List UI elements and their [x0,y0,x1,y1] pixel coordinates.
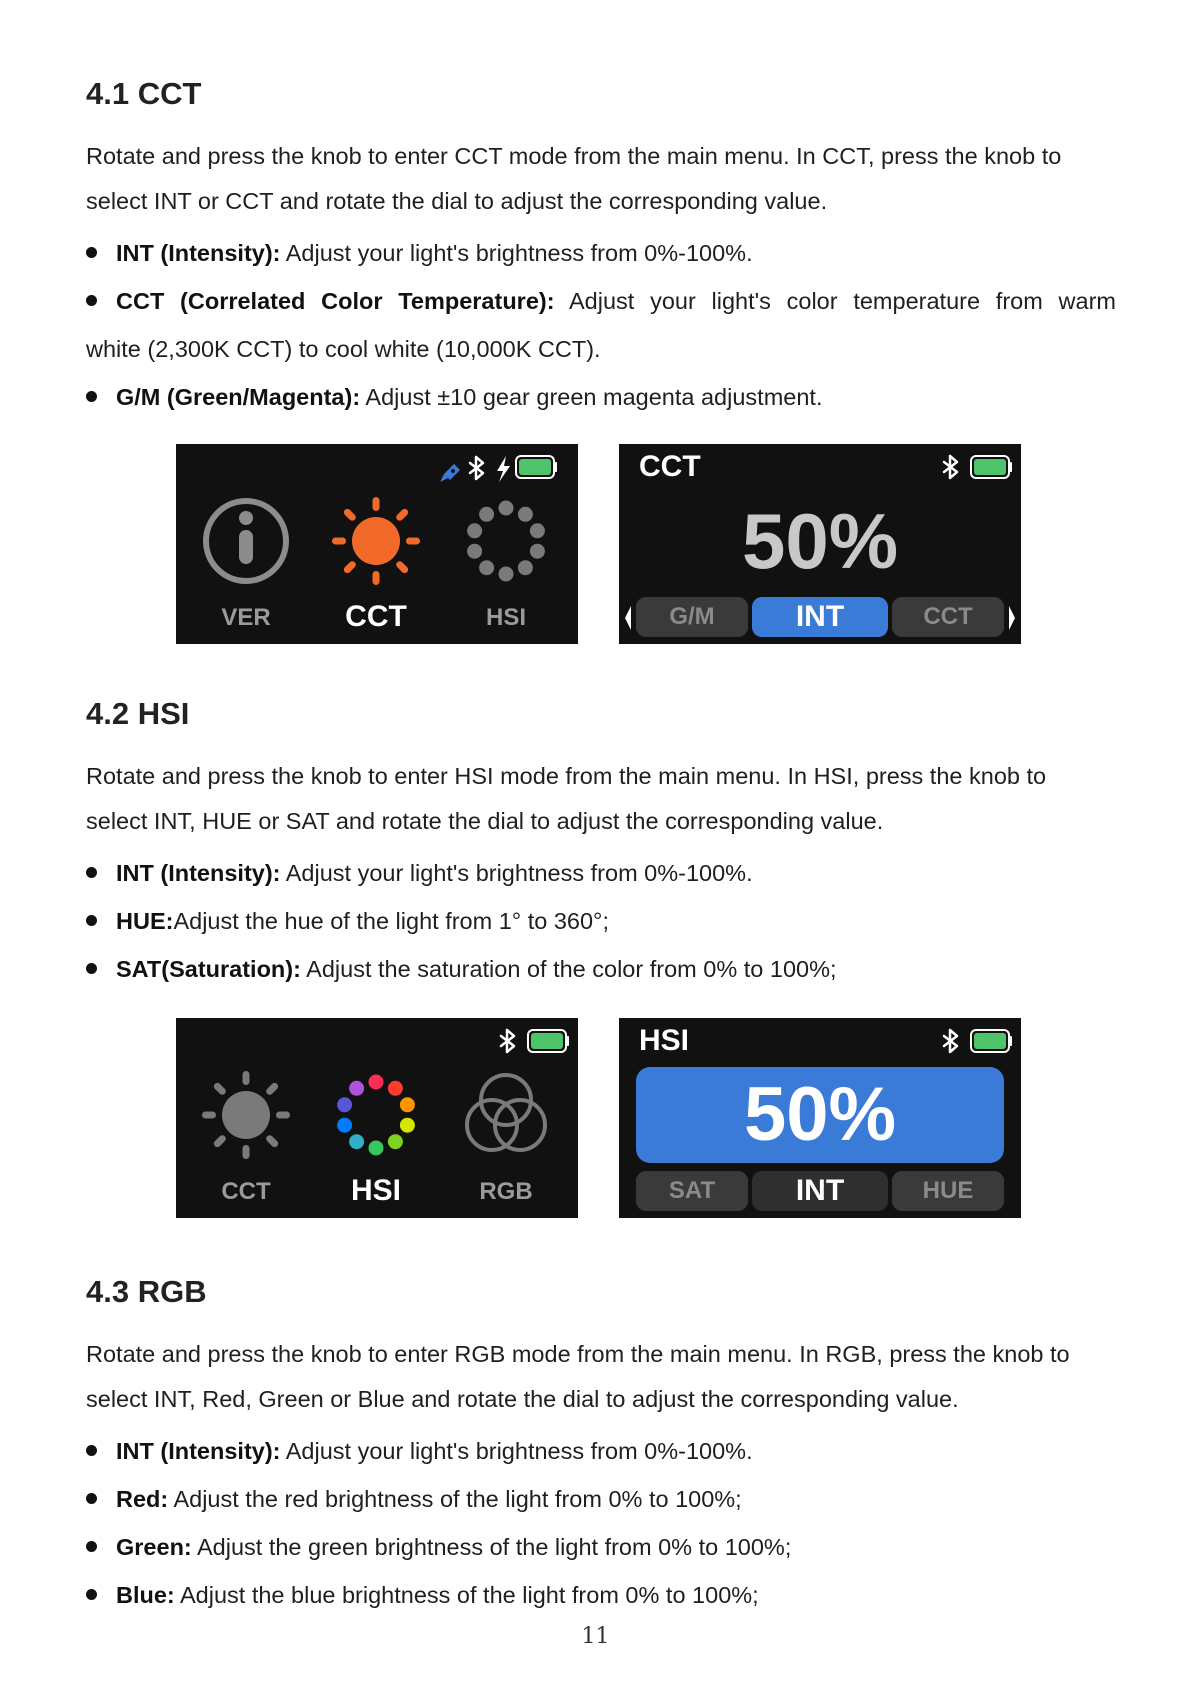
bullet-dot [86,391,97,402]
screen-hsi-menu [176,1018,578,1218]
tab-sat: SAT [636,1171,748,1211]
bullet-item: CCT (Correlated Color Temperature): Adjust your light's color temperature from warm [86,286,1116,316]
screen-hsi-value [619,1018,1021,1218]
screen-cct-value [619,444,1021,644]
screen-cct-menu [176,444,578,644]
screen-title: CCT [639,450,701,483]
bullet-item: Blue: Adjust the blue brightness of the light from 0% to 100%; [86,1580,1116,1610]
bullet-dot [86,1445,97,1456]
bullet-dot [86,295,97,306]
menu-label-hsi: HSI [485,604,526,631]
menu-label-cct: CCT [221,1178,271,1205]
paragraph-line: Rotate and press the knob to enter HSI mode from the main menu. In HSI, press the knob to [86,763,1047,789]
menu-label-hsi: HSI [350,1174,401,1207]
value-readout: 50% [636,1067,1004,1163]
bullet-continuation: white (2,300K CCT) to cool white (10,000K CCT). [86,336,601,362]
hsi-ring-icon [467,501,545,582]
paragraph-line: Rotate and press the knob to enter CCT mode from the main menu. In CCT, press the knob to [86,143,1062,169]
battery-icon [971,456,1012,478]
bullet-dot [86,247,97,258]
tab-hue: HUE [892,1171,1004,1211]
paragraph-line: select INT, HUE or SAT and rotate the dial to adjust the corresponding value. [86,808,884,834]
info-icon [206,501,286,581]
value-readout: 50% [741,497,899,585]
arrow-right-icon [1009,606,1015,630]
bullet-dot [86,867,97,878]
bullet-dot [86,963,97,974]
paragraph-line: select INT or CCT and rotate the dial to adjust the corresponding value. [86,188,828,214]
sun-icon [332,497,420,585]
paragraph-line: select INT, Red, Green or Blue and rotate the dial to adjust the corresponding value. [86,1386,959,1412]
screen-title: HSI [639,1024,690,1057]
menu-label-cct: CCT [345,600,407,633]
bluetooth-icon [944,456,957,478]
color-wheel-icon [337,1075,415,1156]
menu-label-ver: VER [221,604,271,631]
bullet-item: SAT(Saturation): Adjust the saturation of the color from 0% to 100%; [86,954,1116,984]
bullet-dot [86,1541,97,1552]
bullet-item: Green: Adjust the green brightness of the light from 0% to 100%; [86,1532,1116,1562]
bullet-dot [86,915,97,926]
bullet-item: HUE:Adjust the hue of the light from 1° to 360°; [86,906,1116,936]
section-heading-cct: 4.1 CCT [86,76,202,111]
bullet-dot [86,1493,97,1504]
rgb-circles-icon [467,1075,545,1150]
bluetooth-icon [501,1030,514,1052]
tab-int: INT [752,597,888,637]
tab-gm: G/M [636,597,748,637]
battery-icon [528,1030,569,1052]
bullet-item: INT (Intensity): Adjust your light's brightness from 0%-100%. [86,858,1116,888]
sun-grey-icon [202,1071,290,1159]
bluetooth-icon [470,457,483,479]
battery-icon [971,1030,1012,1052]
charging-bolt-icon [497,456,510,482]
section-heading-hsi: 4.2 HSI [86,696,190,731]
page-number: 11 [581,1624,610,1649]
arrow-left-icon [625,606,631,630]
bluetooth-icon [944,1030,957,1052]
section-heading-rgb: 4.3 RGB [86,1274,207,1309]
tab-cct: CCT [892,597,1004,637]
bullet-item: G/M (Green/Magenta): Adjust ±10 gear green magenta adjustment. [86,382,1116,412]
paragraph-line: Rotate and press the knob to enter RGB mode from the main menu. In RGB, press the knob to [86,1341,1070,1367]
bullet-dot [86,1589,97,1600]
battery-icon [516,456,557,478]
bullet-item: INT (Intensity): Adjust your light's brightness from 0%-100%. [86,238,1116,268]
menu-label-rgb: RGB [479,1178,533,1205]
bullet-item: Red: Adjust the red brightness of the light from 0% to 100%; [86,1484,1116,1514]
rocket-icon [440,464,460,482]
tab-int: INT [752,1171,888,1211]
bullet-item: INT (Intensity): Adjust your light's brightness from 0%-100%. [86,1436,1116,1466]
